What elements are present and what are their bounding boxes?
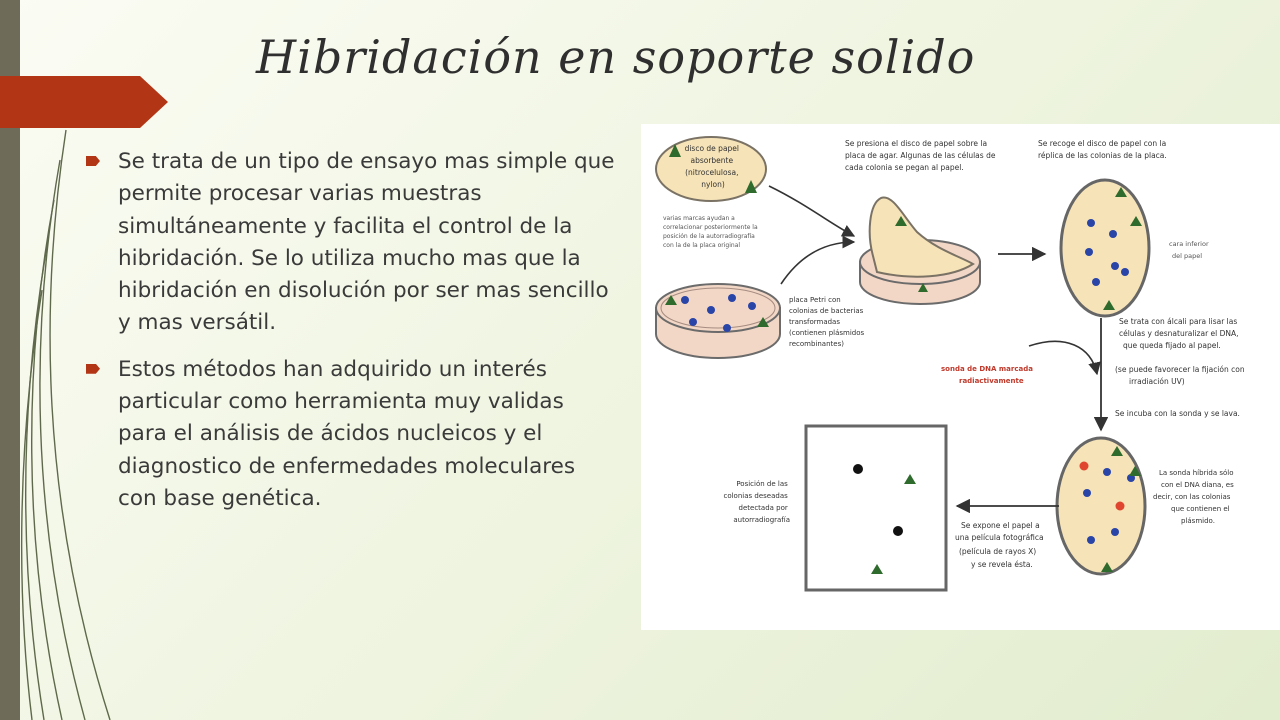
colony-dot xyxy=(1111,528,1119,536)
black-spot-icon xyxy=(853,464,863,474)
colony-dot xyxy=(681,296,689,304)
probe-arrow-icon xyxy=(1029,341,1097,374)
hybridized-paper xyxy=(1057,438,1145,574)
petri-label: placa Petri con colonias de bacterias transformadas (contienen plásmidos recombinantes) xyxy=(789,296,865,348)
colony-dot xyxy=(1111,262,1119,270)
replica-paper xyxy=(1061,180,1149,316)
paper-disc-label: disco de papel absorbente (nitrocelulosa, nylon) xyxy=(684,144,740,189)
colony-dot xyxy=(748,302,756,310)
arrow-bullet-icon xyxy=(86,156,100,166)
lifting-paper xyxy=(870,198,973,277)
colony-dot xyxy=(728,294,736,302)
colony-dot xyxy=(1083,489,1091,497)
colony-dot xyxy=(1103,468,1111,476)
black-spot-icon xyxy=(893,526,903,536)
bullet-list xyxy=(84,146,618,529)
step-press-text: Se presiona el disco de papel sobre la placa de agar. Algunas de las células de cada colonia se pegan al papel. xyxy=(845,139,996,172)
arrow-bullet-icon xyxy=(86,364,100,374)
red-colony-dot xyxy=(1116,502,1125,511)
title-ribbon xyxy=(0,76,168,128)
colony-dot xyxy=(1085,248,1093,256)
step-collect-text: Se recoge el disco de papel con la réplica de las colonias de la placa. xyxy=(1038,139,1167,160)
marks-label: varias marcas ayudan a correlacionar posteriormente la posición de la autorradiografía con la de la placa original xyxy=(663,215,758,249)
hybrid-label: La sonda híbrida sólo con el DNA diana, es decir, con las colonias que contienen el plásmido. xyxy=(1153,469,1234,525)
colony-dot xyxy=(707,306,715,314)
red-colony-dot xyxy=(1080,462,1089,471)
press-dish xyxy=(860,198,980,304)
step-incubate-text: Se incuba con la sonda y se lava. xyxy=(1115,409,1240,418)
curved-arrow-icon xyxy=(769,186,854,236)
probe-label: sonda de DNA marcada radiactivamente xyxy=(941,365,1033,385)
bullet-item xyxy=(84,146,618,340)
curved-arrow-icon xyxy=(781,242,854,284)
bullet-text: Estos métodos han adquirido un interés particular como herramienta muy validas para el análisis de ácidos nucleicos y el diagnostico de enfermedades moleculares con base genética. xyxy=(118,356,576,511)
position-label: Posición de las colonias deseadas detectada por autorradiografía xyxy=(723,480,790,524)
paper-face-label: cara inferior del papel xyxy=(1169,240,1209,260)
bullet-item xyxy=(84,354,618,515)
bullet-text: Se trata de un tipo de ensayo mas simple que permite procesar varias muestras simultáneamente y facilita el control de la hibridación. Se lo utiliza mucho mas que la hibridación en disolución por ser mas sencillo y mas versátil. xyxy=(118,149,615,336)
step-expose-text: Se expone el papel a una película fotográfica (película de rayos X) y se revela ésta. xyxy=(955,521,1044,569)
xray-film xyxy=(806,426,946,590)
colony-dot xyxy=(1087,219,1095,227)
colony-dot xyxy=(1109,230,1117,238)
diagram-svg xyxy=(641,124,1280,630)
colony-dot xyxy=(1092,278,1100,286)
colony-dot xyxy=(1087,536,1095,544)
step-alkali-text: Se trata con álcali para lisar las células y desnaturalizar el DNA, que queda fijado al papel. (se puede favorecer la fijación con irradiación UV) xyxy=(1115,317,1245,386)
colony-dot xyxy=(1121,268,1129,276)
slide-title: Hibridación en soporte solido xyxy=(256,30,976,84)
colony-hybridization-figure xyxy=(641,124,1280,630)
colony-dot xyxy=(689,318,697,326)
colony-dot xyxy=(723,324,731,332)
